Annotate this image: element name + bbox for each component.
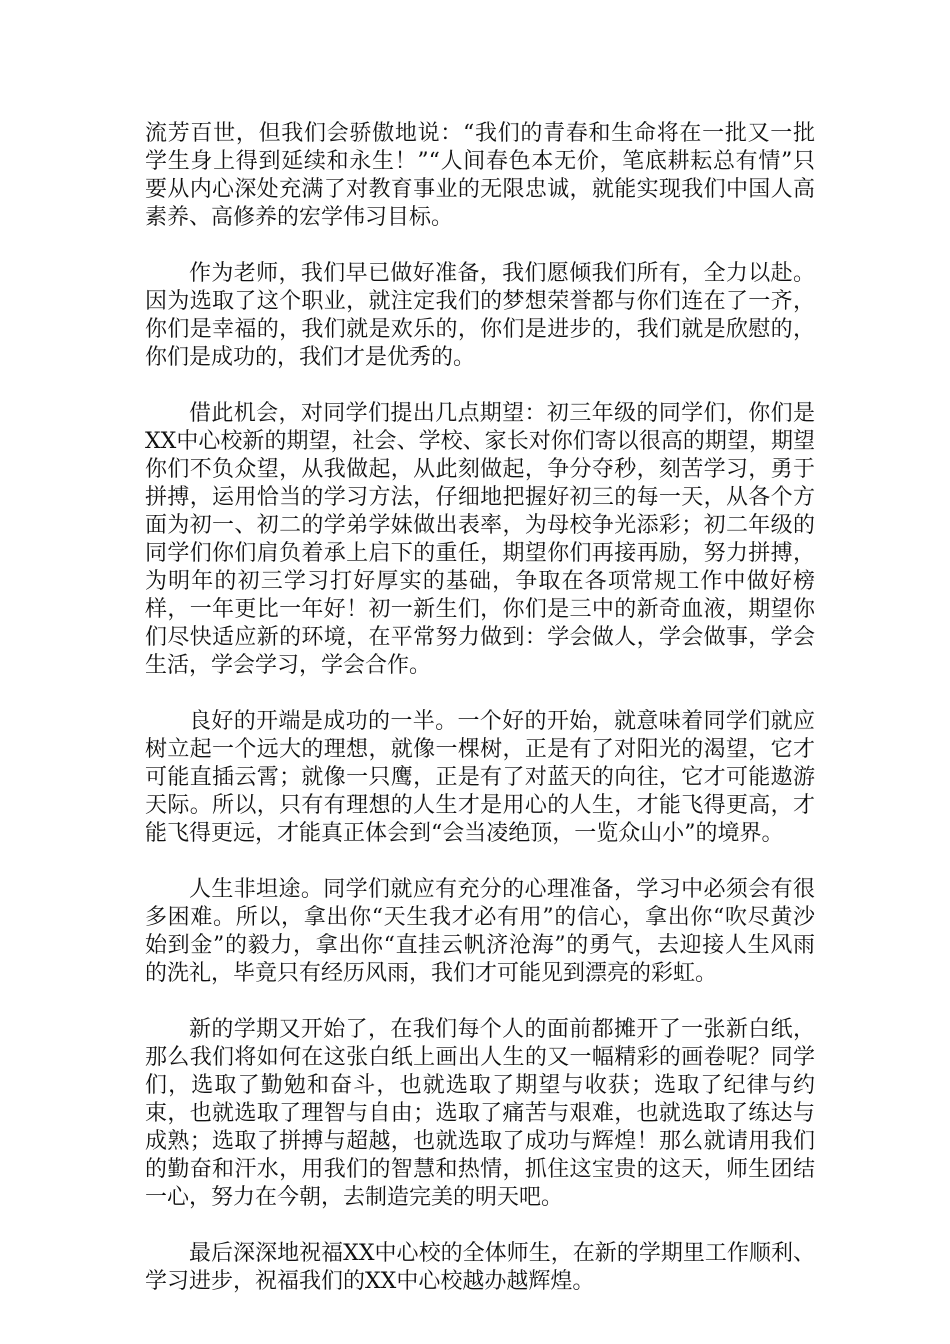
paragraph-good-start: 良好的开端是成功的一半。一个好的开始，就意味着同学们就应树立起一个远大的理想，就像一棵树，正是有了对阳光的渴望，它才可能直插云霄；就像一只鹰，正是有了对蓝天的向往，它才可能遨游天际。所以，只有有理想的人生才是用心的人生，才能飞得更高，才能飞得更远，才能真正体会到“会当凌绝顶，一览众山小”的境界。 [145,709,815,846]
document-body [145,120,815,1324]
paragraph-continuation: 流芳百世，但我们会骄傲地说：“我们的青春和生命将在一批又一批学生身上得到延续和永生！”“人间春色本无价，笔底耕耘总有情”只要从内心深处充满了对教育事业的无限忠诚，就能实现我们中国人高素养、高修养的宏学伟习目标。 [145,121,815,230]
paragraph-new-semester: 新的学期又开始了，在我们每个人的面前都摊开了一张新白纸，那么我们将如何在这张白纸上画出人生的又一幅精彩的画卷呢？同学们，选取了勤勉和奋斗，也就选取了期望与收获；选取了纪律与约束，也就选取了理智与自由；选取了痛苦与艰难，也就选取了练达与成熟；选取了拼搏与超越，也就选取了成功与辉煌！那么就请用我们的勤奋和汗水，用我们的智慧和热情，抓住这宝贵的这天，师生团结一心，努力在今朝，去制造完美的明天吧。 [145,1017,815,1210]
paragraph-life-path: 人生非坦途。同学们就应有充分的心理准备，学习中必须会有很多困难。所以，拿出你“天生我才必有用”的信心，拿出你“吹尽黄沙始到金”的毅力，拿出你“直挂云帆济沧海”的勇气，去迎接人生风雨的洗礼，毕竟只有经历风雨，我们才可能见到漂亮的彩虹。 [145,877,815,986]
paragraph-teachers-commitment: 作为老师，我们早已做好准备，我们愿倾我们所有，全力以赴。因为选取了这个职业，就注定我们的梦想荣誉都与你们连在了一齐，你们是幸福的，我们就是欢乐的，你们是进步的，我们就是欣慰的，你们是成功的，我们才是优秀的。 [145,261,815,370]
paragraph-expectations: 借此机会，对同学们提出几点期望：初三年级的同学们，你们是XX中心校新的期望，社会、学校、家长对你们寄以很高的期望，期望你们不负众望，从我做起，从此刻做起，争分夺秒，刻苦学习，勇于拼搏，运用恰当的学习方法，仔细地把握好初三的每一天，从各个方面为初一、初二的学弟学妹做出表率，为母校争光添彩；初二年级的同学们你们肩负着承上启下的重任，期望你们再接再励，努力拼搏，为明年的初三学习打好厚实的基础，争取在各项常规工作中做好榜样，一年更比一年好！初一新生们，你们是三中的新奇血液，期望你们尽快适应新的环境，在平常努力做到：学会做人，学会做事，学会生活，学会学习，学会合作。 [145,401,815,678]
paragraph-closing-wishes: 最后深深地祝福XX中心校的全体师生，在新的学期里工作顺利、学习进步，祝福我们的XX中心校越办越辉煌。 [145,1241,815,1294]
